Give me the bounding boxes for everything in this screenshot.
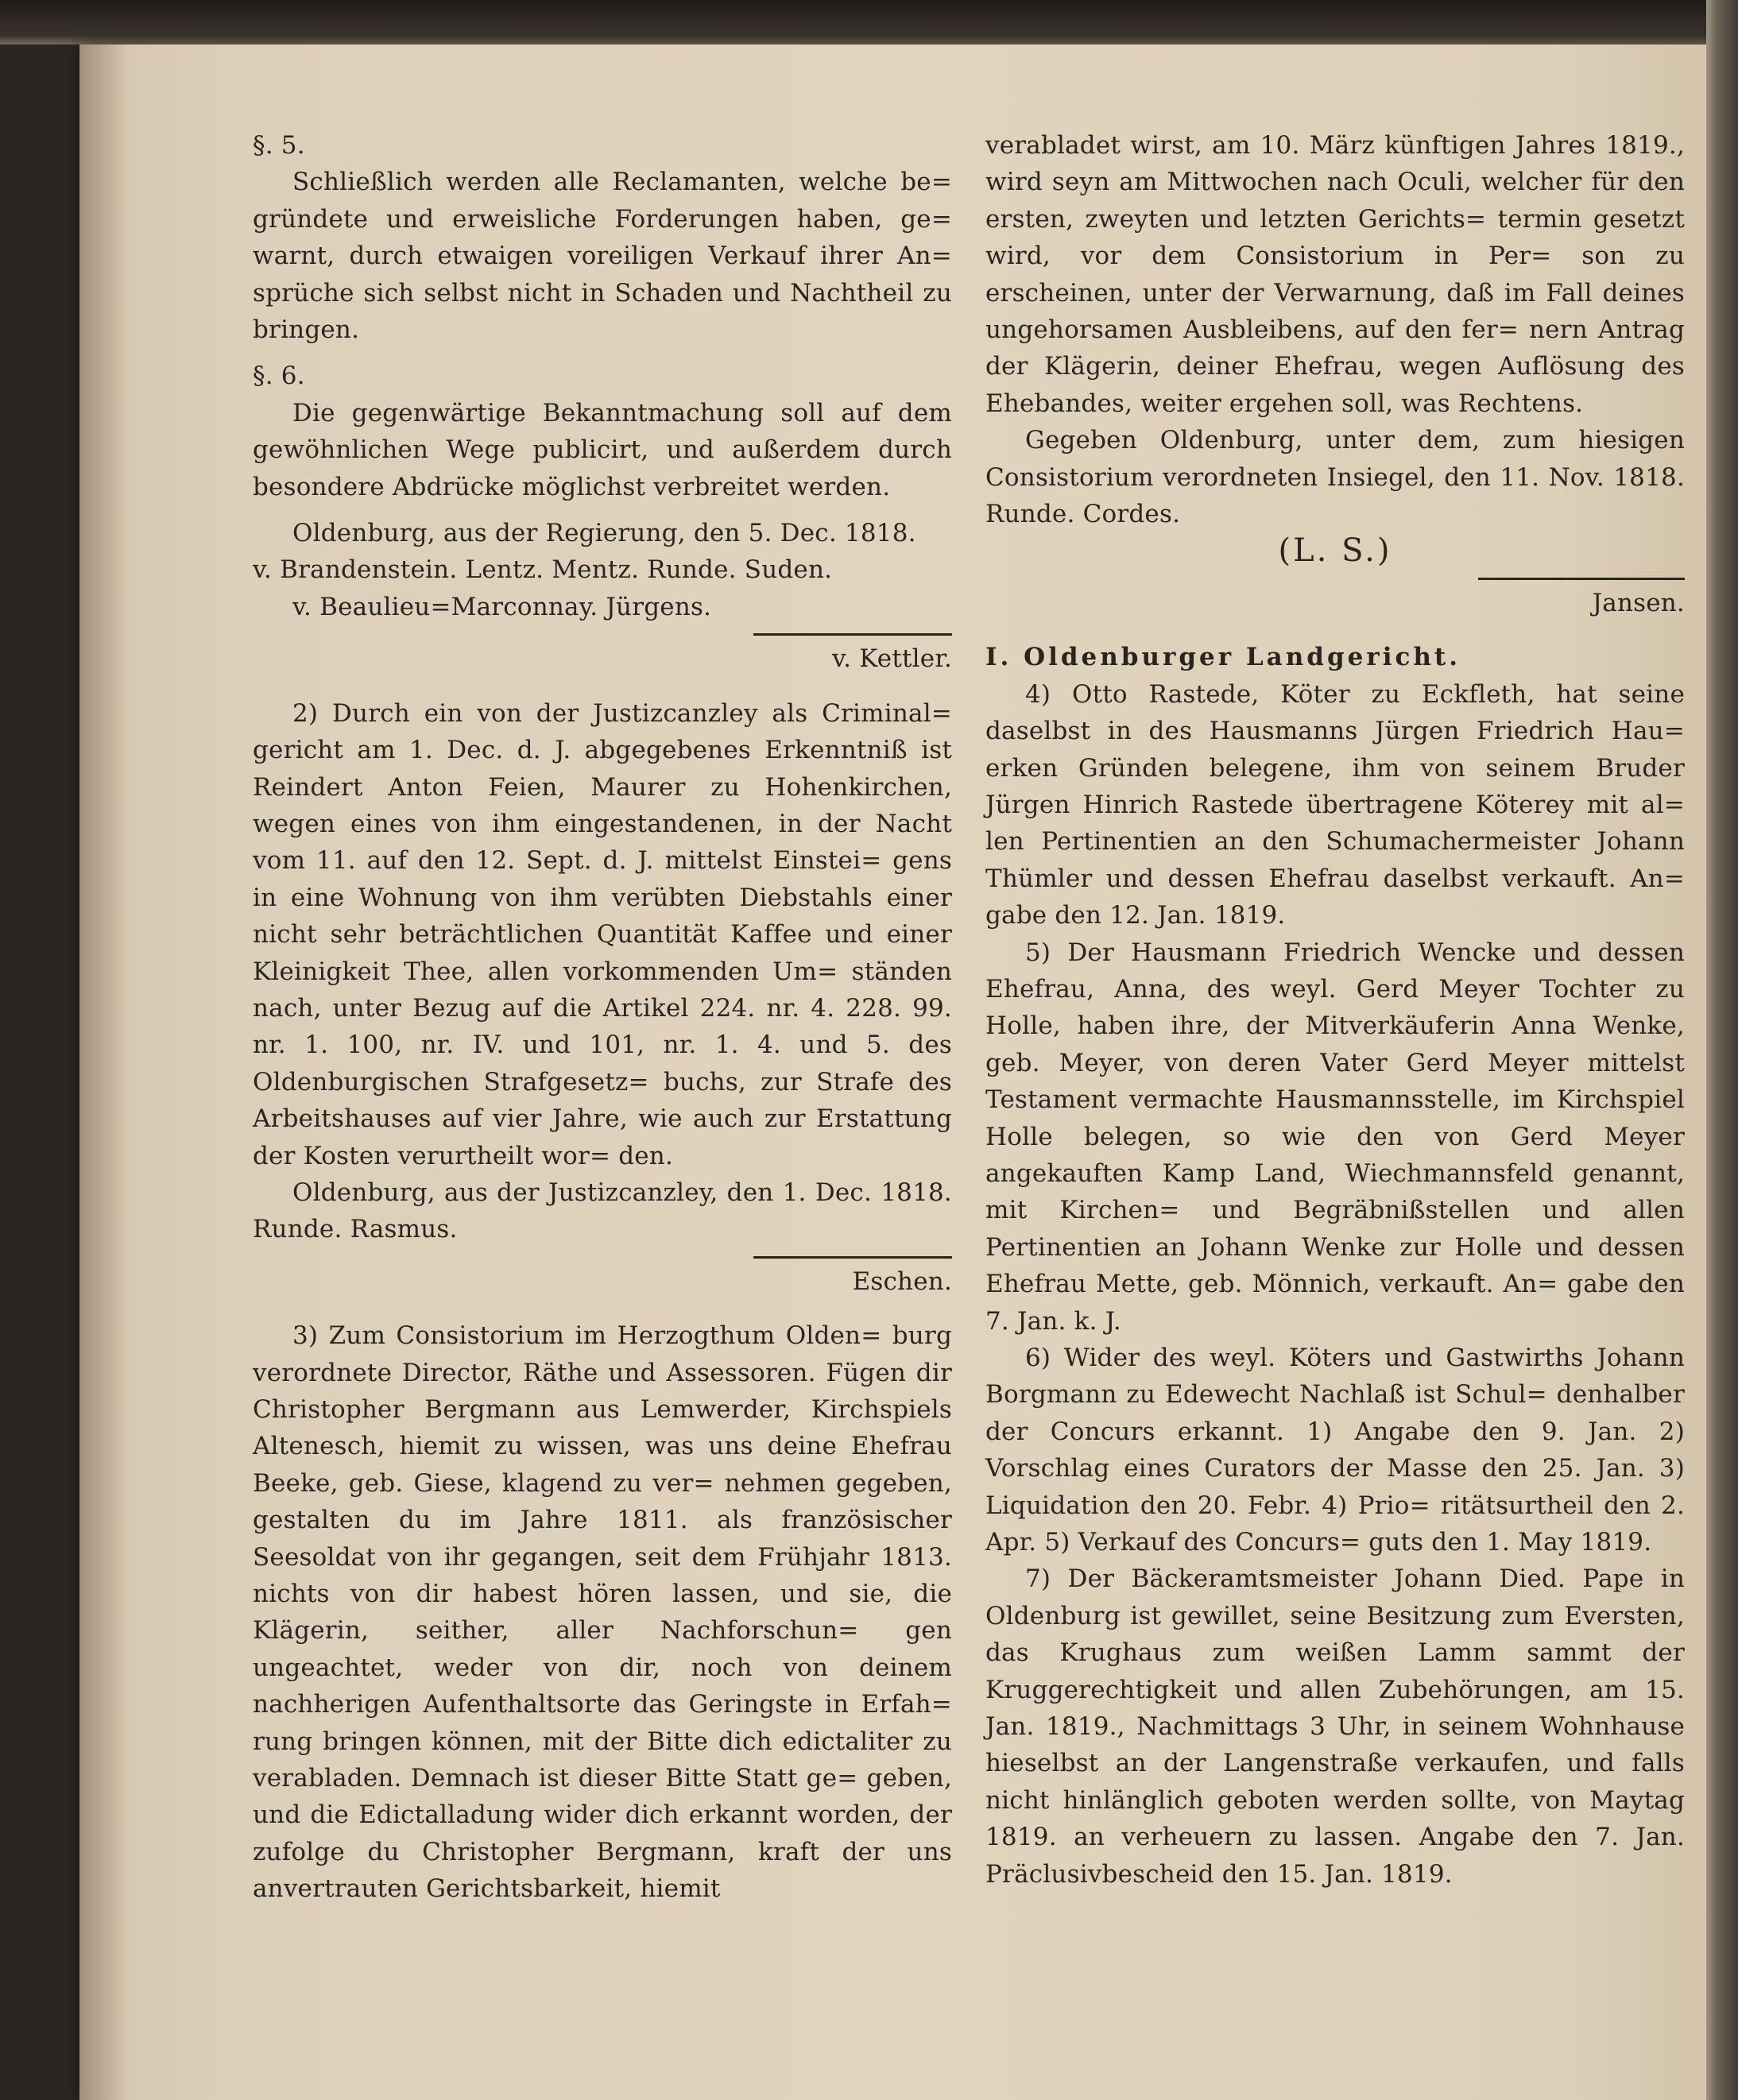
section-5-text: Schließlich werden alle Reclamanten, welche be= gründete und erweisliche Forderungen haben, ge= warnt, durch etwaigen voreiligen Verkauf ihrer An= sprüche sich selbst nicht in Schaden und Nachtheil zu bringen. [253, 168, 952, 345]
notice-6-text: 6) Wider des weyl. Köters und Gastwirths Johann Borgmann zu Edewecht Nachlaß ist Schul= denhalber der Concurs erkannt. 1) Angabe den 9. Jan. 2) Vorschlag eines Curators der Masse den 25. Jan. 3) Liquidation den 20. Febr. 4) Prio= ritätsurtheil den 2. Apr. 5) Verkauf des Concurs= guts den 1. May 1819. [985, 1344, 1685, 1557]
signatures-regierung-line-1: v. Brandenstein. Lentz. Mentz. Runde. Suden. [253, 555, 833, 585]
notice-5-text: 5) Der Hausmann Friedrich Wencke und dessen Ehefrau, Anna, des weyl. Gerd Meyer Tochter zu Holle, haben ihre, der Mitverkäuferin Anna Wenke, geb. Meyer, von deren Vater Gerd Meyer mittelst Testament vermachte Hausmannsstelle, im Kirchspiel Holle belegen, so wie den von Gerd Meyer angekauften Kamp Land, Wiechmannsfeld genannt, mit Kirchen= und Begräbnißstellen und allen Pertinentien an Johann Wenke zur Holle und dessen Ehefrau Mette, geb. Mönnich, verkauft. An= gabe den 7. Jan. k. J. [985, 938, 1685, 1336]
section-5-mark: §. 5. [253, 131, 305, 160]
book-binding-top [0, 0, 1738, 44]
section-6-text: Die gegenwärtige Bekanntmachung soll auf dem gewöhnlichen Wege publicirt, und außerdem durch besondere Abdrücke möglichst verbreitet werden. [253, 398, 952, 501]
signature-kettler: v. Kettler. [832, 644, 952, 674]
divider-rule [753, 1256, 952, 1259]
dateline-justizcanzley: Oldenburg, aus der Justizcanzley, den 1. Dec. 1818. Runde. Rasmus. [253, 1178, 952, 1244]
signatures-regierung-line-2: v. Beaulieu=Marconnay. Jürgens. [292, 592, 712, 621]
notice-3-continued-text: verabladet wirst, am 10. März künftigen Jahres 1819., wird seyn am Mittwochen nach Oculi, welcher für den ersten, zweyten und letzten Gerichts= termin gesetzt wird, vor dem Consistorium in Per= son zu erscheinen, unter der Verwarnung, daß im Fall deines ungehorsamen Ausbleibens, auf den fer= nern Antrag der Klägerin, deiner Ehefrau, wegen Auflösung des Ehebandes, weiter ergehen soll, was Rechtens. [985, 131, 1685, 418]
notice-3-text: 3) Zum Consistorium im Herzogthum Olden= burg verordnete Director, Räthe und Assessoren. Fügen dir Christopher Bergmann aus Lemwerder, Kirchspiels Altenesch, hiemit zu wissen, was uns deine Ehefrau Beeke, geb. Giese, klagend zu ver= nehmen gegeben, gestalten du im Jahre 1811. als französischer Seesoldat von ihr gegangen, seit dem Frühjahr 1813. nichts von dir habest hören lassen, und sie, die Klägerin, seither, aller Nachforschun= gen ungeachtet, weder von dir, noch von deinem nachherigen Aufenthaltsorte das Geringste in Erfah= rung bringen können, mit der Bitte dich edictaliter zu verabladen. Demnach ist dieser Bitte Statt ge= geben, und die Edictalladung wider dich erkannt worden, der zufolge du Christopher Bergmann, kraft der uns anvertrauten Gerichtsbarkeit, hiemit [253, 1321, 952, 1904]
dateline-regierung: Oldenburg, aus der Regierung, den 5. Dec. 1818. [292, 519, 916, 548]
page-spine-shadow [79, 44, 127, 2100]
divider-rule [753, 633, 952, 636]
dateline-consistorium: Gegeben Oldenburg, unter dem, zum hiesigen Consistorium verordneten Insiegel, den 11. Nov. 1818. Runde. Cordes. [985, 426, 1685, 529]
signature-eschen: Eschen. [852, 1267, 952, 1296]
notice-2-text: 2) Durch ein von der Justizcanzley als Criminal= gericht am 1. Dec. d. J. abgegebenes Erkenntniß ist Reindert Anton Feien, Maurer zu Hohenkirchen, wegen eines von ihm eingestandenen, in der Nacht vom 11. auf den 12. Sept. d. J. mittelst Einstei= gens in eine Wohnung von ihm verübten Diebstahls einer nicht sehr beträchtlichen Quantität Kaffee und einer Kleinigkeit Thee, allen vorkommenden Um= ständen nach, unter Bezug auf die Artikel 224. nr. 4. 228. 99. nr. 1. 100, nr. IV. und 101, nr. 1. 4. und 5. des Oldenburgischen Strafgesetz= buchs, zur Strafe des Arbeitshauses auf vier Jahre, wie auch zur Erstattung der Kosten verurtheilt wor= den. [253, 698, 952, 1170]
left-column [253, 127, 952, 1908]
signature-jansen: Jansen. [1592, 588, 1685, 617]
section-6-mark: §. 6. [253, 362, 305, 391]
seal-mark: (L. S.) [1278, 532, 1392, 570]
court-heading: I. Oldenburger Landgericht. [985, 643, 1461, 672]
divider-rule [1478, 578, 1685, 580]
notice-7-text: 7) Der Bäckeramtsmeister Johann Died. Pape in Oldenburg ist gewillet, seine Besitzung zum Eversten, das Krughaus zum weißen Lamm sammt der Kruggerechtigkeit und allen Zubehörungen, am 15. Jan. 1819., Nachmittags 3 Uhr, in seinem Wohnhause hieselbst an der Langenstraße verkaufen, und falls nicht hinlänglich geboten werden sollte, von Maytag 1819. an verheuern zu lassen. Angabe den 7. Jan. Präclusivbescheid den 15. Jan. 1819. [985, 1564, 1685, 1889]
notice-4-text: 4) Otto Rastede, Köter zu Eckfleth, hat seine daselbst in des Hausmanns Jürgen Friedrich Hau= erken Gründen belegene, ihm von seinem Bruder Jürgen Hinrich Rastede übertragene Köterey mit al= len Pertinentien an den Schumachermeister Johann Thümler und dessen Ehefrau daselbst verkauft. An= gabe den 12. Jan. 1819. [985, 679, 1685, 930]
right-column [985, 127, 1685, 1893]
page-edge-right [1706, 0, 1738, 2100]
